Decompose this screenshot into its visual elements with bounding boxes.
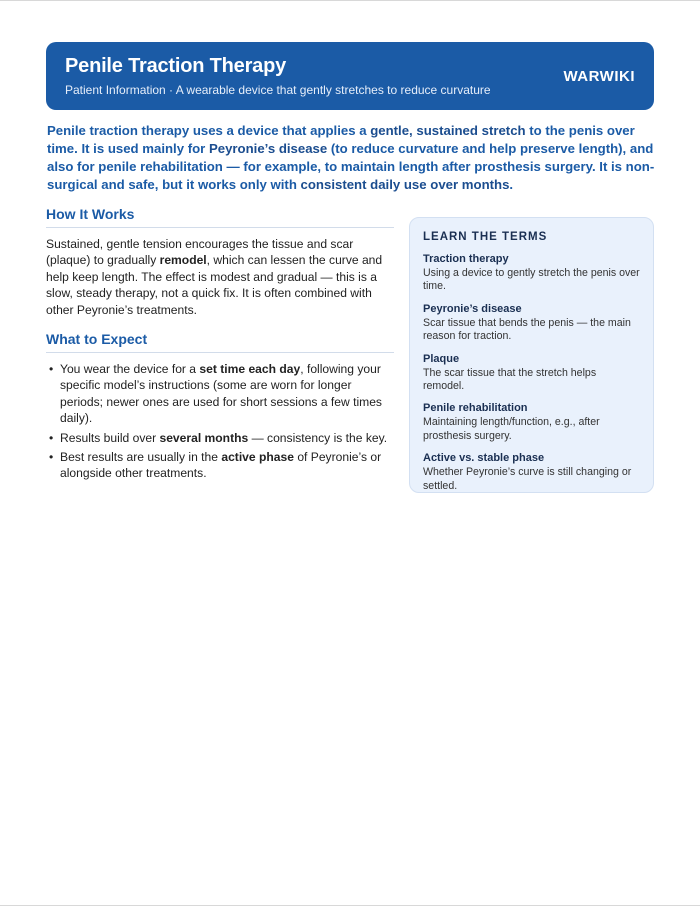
page-title: Penile Traction Therapy bbox=[65, 55, 287, 77]
list-item-text: of Peyronie’s or alongside other treatments. bbox=[60, 450, 382, 481]
body-emphasis: remodel bbox=[159, 253, 207, 268]
list-item-text: Results build over bbox=[60, 430, 160, 445]
glossary-term bbox=[423, 451, 640, 493]
list-item bbox=[49, 361, 394, 427]
how-it-works-heading: How It Works bbox=[46, 206, 394, 228]
how-it-works-paragraph bbox=[46, 236, 394, 318]
intro-emphasis: gentle, sustained stretch bbox=[370, 123, 526, 138]
term-name: Active vs. stable phase bbox=[423, 452, 545, 465]
glossary-heading: LEARN THE TERMS bbox=[423, 231, 548, 243]
term-definition: Using a device to gently stretch the penis over time. bbox=[423, 267, 640, 293]
body-text: Sustained, gentle tension encourages the tissue and scar (plaque) to gradually bbox=[46, 237, 354, 268]
glossary-term bbox=[423, 401, 640, 443]
intro-emphasis: consistent daily use over months bbox=[300, 177, 510, 192]
body-text: , which can lessen the curve and help keep length. The effect is modest and gradual — this is a slow, steady therapy, not a quick fix. It is often combined with other Peyronie’s treatments. bbox=[46, 253, 383, 317]
bullet-icon: • bbox=[49, 430, 54, 445]
term-name: Penile rehabilitation bbox=[423, 402, 528, 415]
list-item-emphasis: set time each day bbox=[199, 362, 301, 377]
term-name: Traction therapy bbox=[423, 253, 509, 265]
term-name: Peyronie’s disease bbox=[423, 302, 522, 315]
term-definition: Maintaining length/function, e.g., after prosthesis surgery. bbox=[423, 416, 600, 442]
list-item-text: Best results are usually in the bbox=[60, 450, 222, 465]
intro-text: Penile traction therapy uses a device that applies a bbox=[47, 123, 371, 138]
term-definition: Whether Peyronie’s curve is still changing or settled. bbox=[423, 466, 632, 492]
bullet-icon: • bbox=[49, 450, 54, 465]
term-definition: The scar tissue that the stretch helps remodel. bbox=[423, 366, 597, 393]
glossary-term bbox=[423, 302, 640, 344]
header-banner bbox=[46, 42, 654, 110]
list-item-text: You wear the device for a bbox=[60, 362, 200, 377]
top-divider bbox=[0, 0, 700, 1]
intro-paragraph bbox=[47, 122, 659, 194]
list-item-emphasis: active phase bbox=[221, 450, 294, 465]
list-item-emphasis: several months bbox=[159, 430, 249, 445]
glossary-box bbox=[409, 217, 654, 493]
brand-logo: WARWIKI bbox=[563, 68, 635, 85]
intro-text: to the penis over time. It is used mainly for bbox=[47, 123, 635, 156]
intro-emphasis: Peyronie’s disease bbox=[208, 141, 328, 156]
intro-text: . bbox=[509, 177, 514, 192]
expect-list bbox=[46, 361, 394, 482]
term-name: Plaque bbox=[423, 352, 460, 365]
glossary-term bbox=[423, 252, 640, 294]
main-column bbox=[46, 206, 394, 485]
what-to-expect-heading: What to Expect bbox=[46, 331, 394, 353]
bullet-icon: • bbox=[49, 362, 54, 377]
list-item-text: , following your specific model’s instructions (some are worn for longer periods; newer ones are used for short sessions a few times daily). bbox=[60, 362, 382, 426]
glossary-term bbox=[423, 352, 640, 394]
intro-text: (to reduce curvature and help preserve length), and also for penile rehabilitation — for example, to maintain length after prosthesis surgery. It is non-surgical and safe, but it works only with bbox=[47, 141, 655, 192]
list-item bbox=[49, 449, 394, 482]
list-item-text: — consistency is the key. bbox=[248, 430, 388, 445]
list-item bbox=[49, 430, 394, 446]
term-definition: Scar tissue that bends the penis — the main reason for traction. bbox=[423, 316, 631, 343]
page-subtitle: Patient Information · A wearable device that gently stretches to reduce curvature bbox=[65, 83, 491, 97]
